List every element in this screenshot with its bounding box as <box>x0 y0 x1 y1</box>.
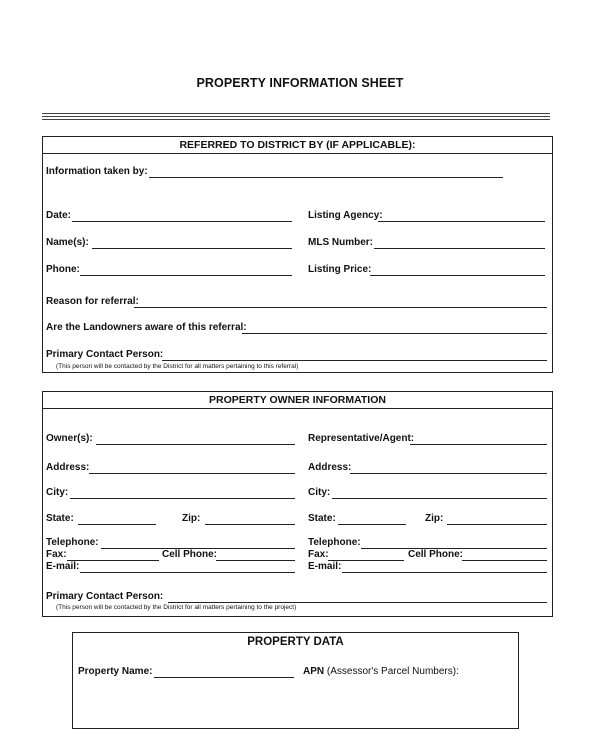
owner-primary-contact-field[interactable] <box>168 602 547 603</box>
listing-price-label: Listing Price: <box>308 264 372 275</box>
rep-email-label: E-mail: <box>308 561 342 572</box>
owner-address-label: Address: <box>46 462 90 473</box>
owner-cell-label: Cell Phone: <box>162 549 218 560</box>
owner-heading: PROPERTY OWNER INFORMATION <box>209 394 386 406</box>
listing-agency-label: Listing Agency: <box>308 210 383 221</box>
owner-primary-contact-note: (This person will be contacted by the District for all matters pertaining to the project) <box>56 604 297 611</box>
referred-heading: REFERRED TO DISTRICT BY (IF APPLICABLE): <box>179 139 416 151</box>
owner-state-field[interactable] <box>78 524 156 525</box>
date-label: Date: <box>46 210 72 221</box>
primary-contact-field[interactable] <box>162 360 547 361</box>
mls-number-label: MLS Number: <box>308 237 373 248</box>
owner-zip-label: Zip: <box>182 513 201 524</box>
rep-state-label: State: <box>308 513 336 524</box>
rep-telephone-label: Telephone: <box>308 537 361 548</box>
rep-city-field[interactable] <box>332 498 547 499</box>
rep-cell-label: Cell Phone: <box>408 549 464 560</box>
rep-zip-label: Zip: <box>425 513 444 524</box>
owner-fax-field[interactable] <box>67 560 159 561</box>
document-title: PROPERTY INFORMATION SHEET <box>196 76 404 90</box>
title-rule-1 <box>42 113 550 114</box>
owner-fax-label: Fax: <box>46 549 67 560</box>
owner-email-field[interactable] <box>80 572 295 573</box>
info-taken-by-field[interactable] <box>149 177 503 178</box>
listing-agency-field[interactable] <box>378 221 545 222</box>
names-label: Name(s): <box>46 237 89 248</box>
owner-cell-field[interactable] <box>216 560 295 561</box>
rep-address-label: Address: <box>308 462 352 473</box>
mls-number-field[interactable] <box>374 248 545 249</box>
owner-primary-contact-label: Primary Contact Person: <box>46 591 164 602</box>
referred-header-box <box>42 136 553 154</box>
rep-fax-label: Fax: <box>308 549 329 560</box>
owner-header-box <box>42 391 553 409</box>
owner-city-label: City: <box>46 487 69 498</box>
owners-field[interactable] <box>96 444 295 445</box>
phone-label: Phone: <box>46 264 80 275</box>
rep-address-field[interactable] <box>350 473 547 474</box>
owner-city-field[interactable] <box>70 498 295 499</box>
rep-email-field[interactable] <box>342 572 547 573</box>
apn-note: (Assessor's Parcel Numbers): <box>326 666 459 677</box>
apn-label <box>303 666 459 677</box>
phone-field[interactable] <box>80 275 292 276</box>
owner-address-field[interactable] <box>89 473 295 474</box>
landowners-aware-field[interactable] <box>242 333 547 334</box>
referred-section-box <box>42 153 553 373</box>
rep-city-label: City: <box>308 487 331 498</box>
primary-contact-note: (This person will be contacted by the District for all matters pertaining to this referral) <box>56 363 299 370</box>
title-rule-2 <box>42 116 550 117</box>
reason-label: Reason for referral: <box>46 296 139 307</box>
title-rule-3 <box>42 119 550 120</box>
rep-cell-field[interactable] <box>462 560 547 561</box>
property-name-label: Property Name: <box>78 666 153 677</box>
owner-email-label: E-mail: <box>46 561 80 572</box>
owners-label: Owner(s): <box>46 433 93 444</box>
landowners-aware-label: Are the Landowners aware of this referral: <box>46 322 247 333</box>
property-section-box <box>72 632 519 729</box>
owner-state-label: State: <box>46 513 74 524</box>
reason-field[interactable] <box>134 307 547 308</box>
representative-field[interactable] <box>410 444 547 445</box>
owner-telephone-label: Telephone: <box>46 537 99 548</box>
date-field[interactable] <box>72 221 292 222</box>
apn-label-text: APN <box>303 666 325 677</box>
info-taken-by-label: Information taken by: <box>46 166 148 177</box>
owner-zip-field[interactable] <box>205 524 295 525</box>
rep-zip-field[interactable] <box>447 524 547 525</box>
primary-contact-label: Primary Contact Person: <box>46 349 164 360</box>
rep-state-field[interactable] <box>338 524 406 525</box>
property-name-field[interactable] <box>154 677 294 678</box>
listing-price-field[interactable] <box>370 275 545 276</box>
representative-label: Representative/Agent: <box>308 433 415 444</box>
owner-section-box <box>42 408 553 617</box>
property-heading: PROPERTY DATA <box>247 636 344 648</box>
names-field[interactable] <box>92 248 292 249</box>
